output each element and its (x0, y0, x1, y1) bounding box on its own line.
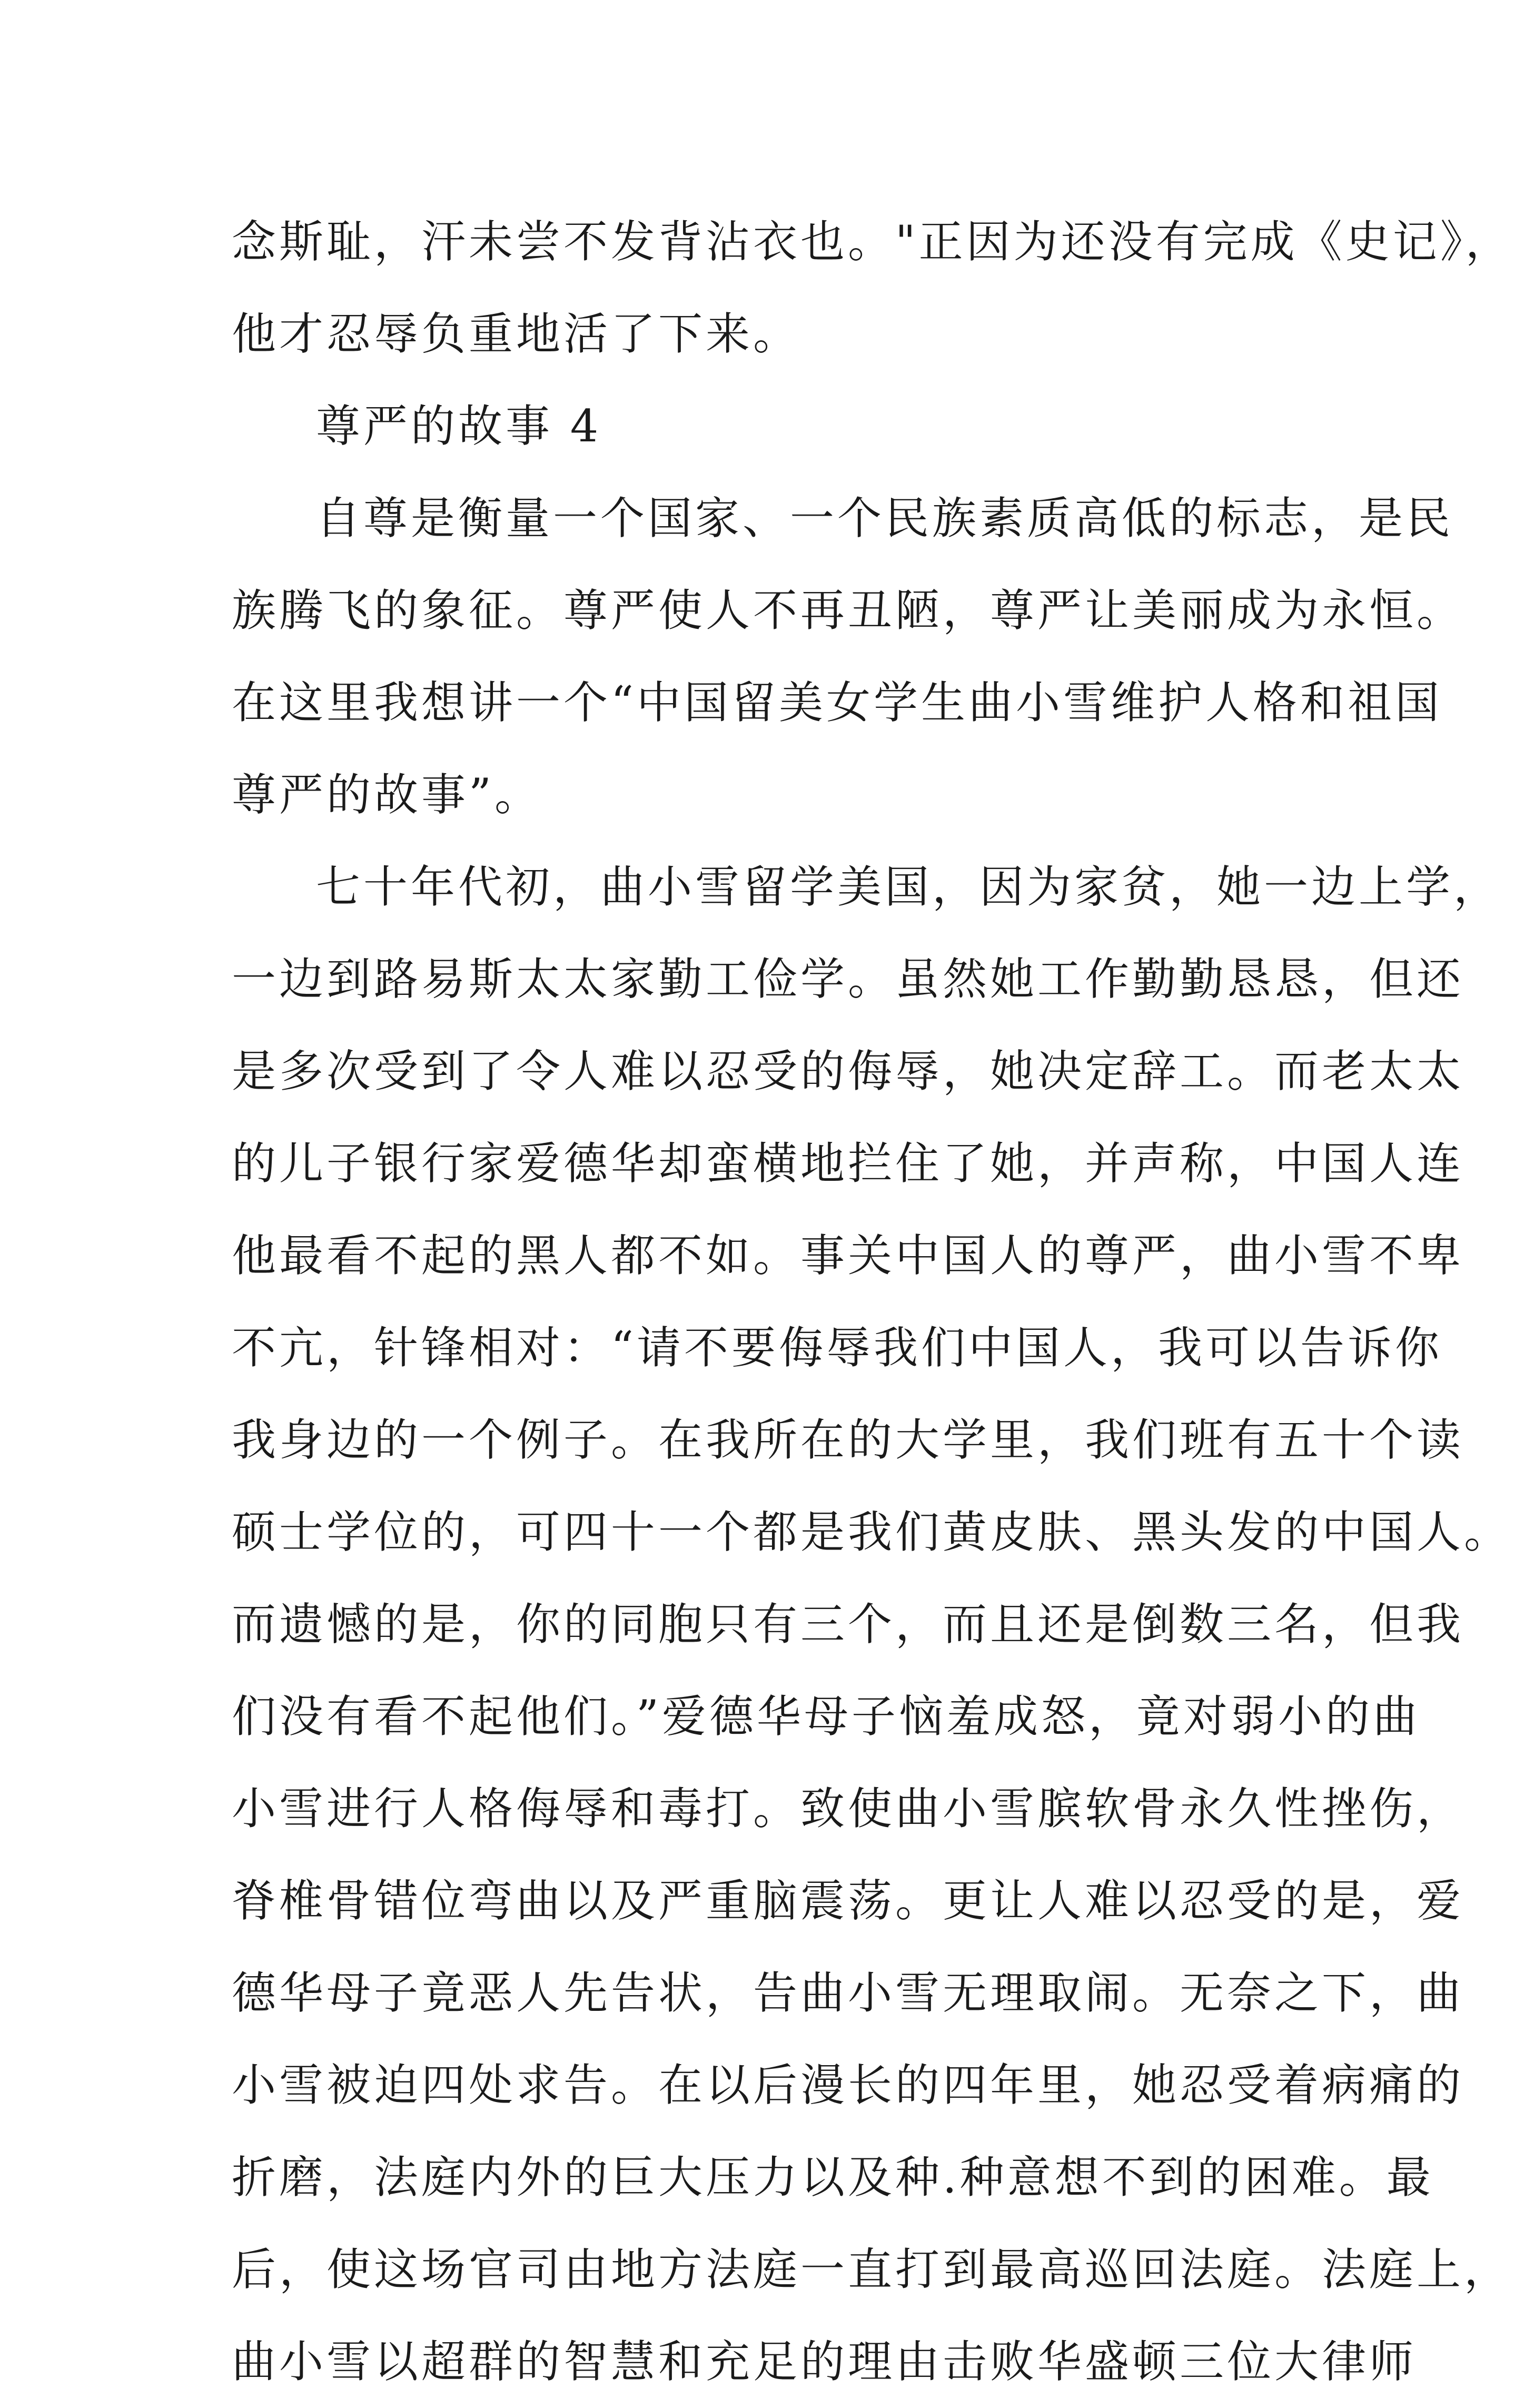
paragraph-1-line-2: 族腾飞的象征。尊严使人不再丑陋，尊严让美丽成为永恒。 (232, 585, 1464, 636)
continuation-line-2: 他才忍辱负重地活了下来。 (232, 308, 801, 360)
paragraph-2-line-13: 德华母子竟恶人先告状，告曲小雪无理取闹。无奈之下，曲 (232, 1967, 1464, 2019)
paragraph-1-line-4: 尊严的故事”。 (232, 769, 542, 821)
paragraph-2-line-11: 小雪进行人格侮辱和毒打。致使曲小雪膑软骨永久性挫伤， (232, 1783, 1464, 1834)
section-heading: 尊严的故事 4 (316, 400, 602, 452)
paragraph-2-line-9: 而遗憾的是，你的同胞只有三个，而且还是倒数三名，但我 (232, 1598, 1464, 1650)
paragraph-2-line-5: 他最看不起的黑人都不如。事关中国人的尊严，曲小雪不卑 (232, 1230, 1464, 1281)
paragraph-1-line-3: 在这里我想讲一个“中国留美女学生曲小雪维护人格和祖国 (232, 677, 1442, 728)
paragraph-2-line-8: 硕士学位的，可四十一个都是我们黄皮肤、黑头发的中国人。 (232, 1506, 1512, 1558)
paragraph-2-line-2: 一边到路易斯太太家勤工俭学。虽然她工作勤勤恳恳，但还 (232, 953, 1464, 1005)
paragraph-2-line-1: 七十年代初，曲小雪留学美国，因为家贫，她一边上学， (316, 861, 1501, 913)
paragraph-2-line-10: 们没有看不起他们。”爱德华母子恼羞成怒，竟对弱小的曲 (232, 1691, 1420, 1742)
paragraph-2-line-17: 曲小雪以超群的智慧和充足的理由击败华盛顿三位大律师 (232, 2336, 1417, 2387)
continuation-line-1: 念斯耻，汗未尝不发背沾衣也。"正因为还没有完成《史记》， (232, 216, 1513, 268)
paragraph-2-line-7: 我身边的一个例子。在我所在的大学里，我们班有五十个读 (232, 1414, 1464, 1466)
paragraph-2-line-3: 是多次受到了令人难以忍受的侮辱，她决定辞工。而老太太 (232, 1045, 1464, 1097)
paragraph-2-line-12: 脊椎骨错位弯曲以及严重脑震荡。更让人难以忍受的是，爱 (232, 1875, 1464, 1927)
document-body (232, 196, 1513, 2408)
paragraph-2-line-6: 不亢，针锋相对：“请不要侮辱我们中国人，我可以告诉你 (232, 1322, 1442, 1374)
paragraph-2-line-14: 小雪被迫四处求告。在以后漫长的四年里，她忍受着病痛的 (232, 2059, 1464, 2111)
paragraph-2-line-15: 折磨，法庭内外的巨大压力以及种.种意想不到的困难。最 (232, 2152, 1434, 2203)
paragraph-1-line-1: 自尊是衡量一个国家、一个民族素质高低的标志，是民 (316, 492, 1454, 544)
paragraph-2-line-4: 的儿子银行家爱德华却蛮横地拦住了她，并声称，中国人连 (232, 1138, 1464, 1189)
paragraph-2-line-16: 后，使这场官司由地方法庭一直打到最高巡回法庭。法庭上， (232, 2244, 1512, 2295)
